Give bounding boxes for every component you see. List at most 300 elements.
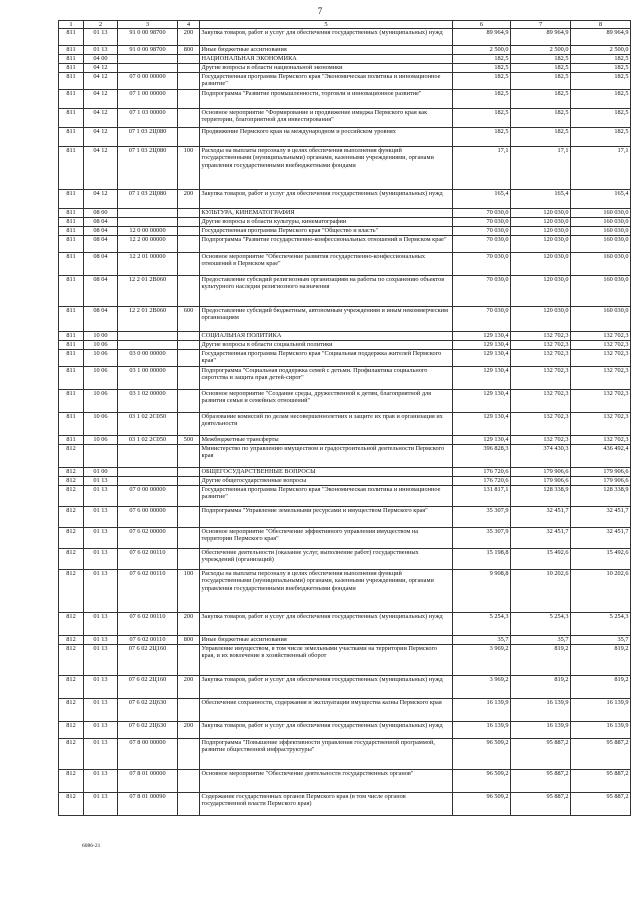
- admin-code-cell: 811: [59, 190, 84, 209]
- amount-2021-cell: 16 139,9: [453, 699, 511, 722]
- description-cell: Закупка товаров, работ и услуг для обеспечения государственных (муниципальных) нужд: [200, 722, 453, 739]
- amount-2021-cell: 2 500,0: [453, 46, 511, 55]
- amount-2021-cell: 70 030,0: [453, 253, 511, 276]
- section-cell: 01 13: [84, 793, 118, 816]
- amount-2021-cell: 70 030,0: [453, 227, 511, 236]
- amount-2022-cell: 132 702,3: [511, 436, 571, 445]
- description-cell: Подпрограмма "Управление земельными ресурсами и имуществом Пермского края": [200, 507, 453, 528]
- header-cell: 1: [59, 21, 84, 29]
- description-cell: Государственная программа Пермского края "Экономическая политика и инновационное развитие": [200, 73, 453, 90]
- amount-2022-cell: 95 887,2: [511, 739, 571, 770]
- amount-2022-cell: 132 702,3: [511, 413, 571, 436]
- description-cell: Министерство по управлению имуществом и градостроительной деятельности Пермского края: [200, 445, 453, 468]
- section-cell: 08 04: [84, 253, 118, 276]
- amount-2021-cell: 182,5: [453, 90, 511, 109]
- section-cell: 04 12: [84, 190, 118, 209]
- admin-code-cell: 812: [59, 739, 84, 770]
- expense-type-cell: [178, 486, 200, 507]
- amount-2023-cell: 132 702,3: [571, 413, 631, 436]
- admin-code-cell: 811: [59, 46, 84, 55]
- table-row: [59, 350, 631, 367]
- target-article-cell: 03 1 02 2С050: [118, 436, 178, 445]
- target-article-cell: 12 2 01 2В060: [118, 276, 178, 307]
- admin-code-cell: 811: [59, 341, 84, 350]
- amount-2022-cell: 16 139,9: [511, 699, 571, 722]
- footer-code: 6086-21: [82, 843, 101, 849]
- target-article-cell: 07 8 01 00090: [118, 793, 178, 816]
- expense-type-cell: [178, 468, 200, 477]
- table-row: [59, 468, 631, 477]
- description-cell: Закупка товаров, работ и услуг для обеспечения государственных (муниципальных) нужд: [200, 190, 453, 209]
- expense-type-cell: [178, 73, 200, 90]
- amount-2023-cell: 160 030,0: [571, 218, 631, 227]
- section-cell: 10 06: [84, 350, 118, 367]
- expense-type-cell: 200: [178, 722, 200, 739]
- section-cell: 08 04: [84, 218, 118, 227]
- table-row: [59, 722, 631, 739]
- amount-2022-cell: 165,4: [511, 190, 571, 209]
- amount-2023-cell: 16 139,9: [571, 699, 631, 722]
- amount-2022-cell: 16 139,9: [511, 722, 571, 739]
- table-row: [59, 227, 631, 236]
- amount-2023-cell: 95 887,2: [571, 739, 631, 770]
- description-cell: Государственная программа Пермского края "Общество и власть": [200, 227, 453, 236]
- expense-type-cell: 100: [178, 147, 200, 190]
- target-article-cell: 07 6 02 2Ц630: [118, 722, 178, 739]
- expense-type-cell: [178, 413, 200, 436]
- amount-2022-cell: 120 030,0: [511, 276, 571, 307]
- amount-2022-cell: 35,7: [511, 636, 571, 645]
- expense-type-cell: [178, 699, 200, 722]
- section-cell: 01 13: [84, 676, 118, 699]
- amount-2022-cell: 15 492,6: [511, 549, 571, 570]
- description-cell: Расходы на выплаты персоналу в целях обеспечения выполнения функций государственными (муниципальными) органами, казенными учреждениями, органами управления государственными внебюджетными фондами: [200, 147, 453, 190]
- amount-2023-cell: 132 702,3: [571, 350, 631, 367]
- target-article-cell: 07 8 00 00000: [118, 739, 178, 770]
- table-body: [59, 21, 631, 816]
- target-article-cell: 03 1 02 00000: [118, 390, 178, 413]
- section-cell: 04 12: [84, 73, 118, 90]
- expense-type-cell: [178, 341, 200, 350]
- amount-2021-cell: 176 720,6: [453, 477, 511, 486]
- section-cell: 01 13: [84, 699, 118, 722]
- amount-2022-cell: 128 338,9: [511, 486, 571, 507]
- amount-2023-cell: 160 030,0: [571, 209, 631, 218]
- section-cell: 10 06: [84, 367, 118, 390]
- target-article-cell: [118, 218, 178, 227]
- table-row: [59, 676, 631, 699]
- section-cell: 10 06: [84, 390, 118, 413]
- amount-2021-cell: 96 509,2: [453, 770, 511, 793]
- section-cell: 01 13: [84, 549, 118, 570]
- amount-2021-cell: 129 130,4: [453, 332, 511, 341]
- section-cell: 01 00: [84, 468, 118, 477]
- description-cell: Основное мероприятие "Обеспечение деятельности государственных органов": [200, 770, 453, 793]
- table-row: [59, 109, 631, 128]
- expense-type-cell: [178, 645, 200, 676]
- amount-2021-cell: 17,1: [453, 147, 511, 190]
- amount-2022-cell: 132 702,3: [511, 350, 571, 367]
- target-article-cell: 12 2 00 00000: [118, 236, 178, 253]
- amount-2022-cell: 32 451,7: [511, 528, 571, 549]
- section-cell: 04 12: [84, 147, 118, 190]
- section-cell: 01 13: [84, 477, 118, 486]
- amount-2022-cell: 132 702,3: [511, 332, 571, 341]
- table-row: [59, 190, 631, 209]
- amount-2023-cell: 17,1: [571, 147, 631, 190]
- description-cell: Предоставление субсидий бюджетным, автономным учреждениям и иным некоммерческим организациям: [200, 307, 453, 332]
- table-row: [59, 218, 631, 227]
- expense-type-cell: 200: [178, 29, 200, 46]
- expense-type-cell: [178, 549, 200, 570]
- amount-2021-cell: 182,5: [453, 64, 511, 73]
- section-cell: 01 13: [84, 739, 118, 770]
- amount-2021-cell: 35,7: [453, 636, 511, 645]
- description-cell: Закупка товаров, работ и услуг для обеспечения государственных (муниципальных) нужд: [200, 676, 453, 699]
- admin-code-cell: 812: [59, 507, 84, 528]
- expense-type-cell: [178, 528, 200, 549]
- amount-2023-cell: 10 202,6: [571, 570, 631, 613]
- table-row: [59, 390, 631, 413]
- amount-2023-cell: 160 030,0: [571, 253, 631, 276]
- header-cell: 8: [571, 21, 631, 29]
- target-article-cell: 07 8 01 00000: [118, 770, 178, 793]
- target-article-cell: 07 6 02 2Ц160: [118, 645, 178, 676]
- description-cell: Государственная программа Пермского края "Социальная поддержка жителей Пермского края": [200, 350, 453, 367]
- expense-type-cell: [178, 332, 200, 341]
- amount-2023-cell: 165,4: [571, 190, 631, 209]
- expense-type-cell: [178, 445, 200, 468]
- admin-code-cell: 811: [59, 55, 84, 64]
- section-cell: 10 00: [84, 332, 118, 341]
- table-row: [59, 90, 631, 109]
- table-row: [59, 236, 631, 253]
- table-row: [59, 147, 631, 190]
- amount-2022-cell: 179 906,6: [511, 468, 571, 477]
- target-article-cell: 12 2 01 2В060: [118, 307, 178, 332]
- section-cell: 08 00: [84, 209, 118, 218]
- expense-type-cell: [178, 350, 200, 367]
- description-cell: Основное мероприятие "Обеспечение эффективного управления имуществом на территории Пермского края": [200, 528, 453, 549]
- table-row: [59, 507, 631, 528]
- amount-2021-cell: 9 908,8: [453, 570, 511, 613]
- expense-type-cell: [178, 55, 200, 64]
- target-article-cell: 91 0 00 98700: [118, 29, 178, 46]
- amount-2021-cell: 129 130,4: [453, 413, 511, 436]
- table-row: [59, 436, 631, 445]
- admin-code-cell: 811: [59, 218, 84, 227]
- description-cell: Основное мероприятие "Обеспечение развития государственно-конфессиональных отношений в Пермском крае": [200, 253, 453, 276]
- amount-2022-cell: 182,5: [511, 55, 571, 64]
- admin-code-cell: 811: [59, 64, 84, 73]
- target-article-cell: 07 6 00 00000: [118, 507, 178, 528]
- section-cell: 01 13: [84, 645, 118, 676]
- amount-2021-cell: 96 509,2: [453, 739, 511, 770]
- amount-2021-cell: 129 130,4: [453, 341, 511, 350]
- description-cell: Другие общегосударственные вопросы: [200, 477, 453, 486]
- admin-code-cell: 812: [59, 613, 84, 636]
- admin-code-cell: 811: [59, 390, 84, 413]
- admin-code-cell: 812: [59, 486, 84, 507]
- amount-2023-cell: 132 702,3: [571, 332, 631, 341]
- admin-code-cell: 812: [59, 477, 84, 486]
- expense-type-cell: 800: [178, 46, 200, 55]
- amount-2021-cell: 396 828,3: [453, 445, 511, 468]
- description-cell: Другие вопросы в области национальной экономики: [200, 64, 453, 73]
- target-article-cell: 07 6 02 00110: [118, 636, 178, 645]
- description-cell: Подпрограмма "Повышение эффективности управления государственной программой, развитие общественной инфраструктуры": [200, 739, 453, 770]
- expense-type-cell: [178, 128, 200, 147]
- amount-2022-cell: 819,2: [511, 645, 571, 676]
- section-cell: 08 04: [84, 227, 118, 236]
- amount-2021-cell: 15 198,8: [453, 549, 511, 570]
- section-cell: 08 04: [84, 307, 118, 332]
- amount-2022-cell: 2 500,0: [511, 46, 571, 55]
- amount-2023-cell: 128 338,9: [571, 486, 631, 507]
- amount-2022-cell: 182,5: [511, 90, 571, 109]
- admin-code-cell: 811: [59, 209, 84, 218]
- amount-2023-cell: 160 030,0: [571, 227, 631, 236]
- amount-2022-cell: 5 254,3: [511, 613, 571, 636]
- description-cell: Другие вопросы в области социальной политики: [200, 341, 453, 350]
- description-cell: Предоставление субсидий религиозным организациям на работы по сохранению объектов культурного наследия религиозного назначения: [200, 276, 453, 307]
- table-row: [59, 128, 631, 147]
- description-cell: Закупка товаров, работ и услуг для обеспечения государственных (муниципальных) нужд: [200, 29, 453, 46]
- target-article-cell: 07 6 02 00110: [118, 613, 178, 636]
- table-row: [59, 613, 631, 636]
- amount-2023-cell: 132 702,3: [571, 367, 631, 390]
- target-article-cell: 07 1 03 00000: [118, 109, 178, 128]
- admin-code-cell: 812: [59, 468, 84, 477]
- target-article-cell: 07 6 02 00000: [118, 528, 178, 549]
- expense-type-cell: 800: [178, 636, 200, 645]
- table-header-row: [59, 21, 631, 29]
- table-row: [59, 636, 631, 645]
- amount-2023-cell: 819,2: [571, 645, 631, 676]
- amount-2021-cell: 70 030,0: [453, 276, 511, 307]
- admin-code-cell: 811: [59, 109, 84, 128]
- amount-2023-cell: 182,5: [571, 73, 631, 90]
- table-row: [59, 477, 631, 486]
- admin-code-cell: 811: [59, 236, 84, 253]
- amount-2021-cell: 176 720,6: [453, 468, 511, 477]
- target-article-cell: 07 0 00 00000: [118, 73, 178, 90]
- section-cell: 04 12: [84, 109, 118, 128]
- table-row: [59, 253, 631, 276]
- amount-2023-cell: 132 702,3: [571, 390, 631, 413]
- amount-2021-cell: 129 130,4: [453, 390, 511, 413]
- table-row: [59, 55, 631, 64]
- admin-code-cell: 811: [59, 276, 84, 307]
- target-article-cell: [118, 64, 178, 73]
- admin-code-cell: 811: [59, 436, 84, 445]
- amount-2021-cell: 35 307,9: [453, 528, 511, 549]
- table-row: [59, 332, 631, 341]
- admin-code-cell: 812: [59, 722, 84, 739]
- expense-type-cell: [178, 90, 200, 109]
- amount-2023-cell: 95 887,2: [571, 793, 631, 816]
- admin-code-cell: 812: [59, 549, 84, 570]
- page-number: 7: [317, 6, 323, 16]
- expense-type-cell: [178, 276, 200, 307]
- amount-2022-cell: 132 702,3: [511, 367, 571, 390]
- table-row: [59, 46, 631, 55]
- description-cell: Иные бюджетные ассигнования: [200, 46, 453, 55]
- description-cell: СОЦИАЛЬНАЯ ПОЛИТИКА: [200, 332, 453, 341]
- amount-2021-cell: 5 254,3: [453, 613, 511, 636]
- target-article-cell: 07 6 02 2Ц630: [118, 699, 178, 722]
- expense-type-cell: 200: [178, 676, 200, 699]
- amount-2021-cell: 89 964,9: [453, 29, 511, 46]
- table-row: [59, 307, 631, 332]
- table-row: [59, 699, 631, 722]
- table-row: [59, 73, 631, 90]
- target-article-cell: 07 6 02 2Ц160: [118, 676, 178, 699]
- amount-2022-cell: 32 451,7: [511, 507, 571, 528]
- expense-type-cell: [178, 793, 200, 816]
- expense-type-cell: 600: [178, 307, 200, 332]
- table-row: [59, 413, 631, 436]
- table-row: [59, 793, 631, 816]
- description-cell: Подпрограмма "Развитие государственно-конфессиональных отношений в Пермском крае": [200, 236, 453, 253]
- table-row: [59, 528, 631, 549]
- target-article-cell: 07 1 00 00000: [118, 90, 178, 109]
- amount-2022-cell: 89 964,9: [511, 29, 571, 46]
- expense-type-cell: [178, 507, 200, 528]
- amount-2022-cell: 120 030,0: [511, 307, 571, 332]
- description-cell: Обеспечение деятельности (оказание услуг, выполнение работ) государственных учреждений (организаций): [200, 549, 453, 570]
- section-cell: 08 04: [84, 276, 118, 307]
- table-row: [59, 276, 631, 307]
- expense-type-cell: [178, 64, 200, 73]
- description-cell: Обеспечение сохранности, содержания и эксплуатации имущества казны Пермского края: [200, 699, 453, 722]
- table-row: [59, 486, 631, 507]
- budget-table: [58, 20, 631, 816]
- amount-2023-cell: 179 906,6: [571, 477, 631, 486]
- target-article-cell: 12 0 00 00000: [118, 227, 178, 236]
- header-cell: 2: [84, 21, 118, 29]
- admin-code-cell: 812: [59, 770, 84, 793]
- amount-2022-cell: 182,5: [511, 128, 571, 147]
- section-cell: 01 13: [84, 770, 118, 793]
- description-cell: Содержание государственных органов Пермского края (в том числе органов государственной власти Пермского края): [200, 793, 453, 816]
- admin-code-cell: 811: [59, 128, 84, 147]
- admin-code-cell: 811: [59, 90, 84, 109]
- section-cell: 10 06: [84, 341, 118, 350]
- target-article-cell: 07 1 03 2Ц080: [118, 147, 178, 190]
- amount-2022-cell: 374 430,3: [511, 445, 571, 468]
- description-cell: Расходы на выплаты персоналу в целях обеспечения выполнения функций государственными (муниципальными) органами, казенными учреждениями, органами управления государственными внебюджетными фондами: [200, 570, 453, 613]
- section-cell: 01 13: [84, 636, 118, 645]
- amount-2021-cell: 3 969,2: [453, 645, 511, 676]
- table-row: [59, 209, 631, 218]
- description-cell: Основное мероприятие "Создание среды, дружественной к детям, благоприятной для развития семьи и семейных отношений": [200, 390, 453, 413]
- amount-2022-cell: 120 030,0: [511, 218, 571, 227]
- section-cell: 01 13: [84, 507, 118, 528]
- amount-2023-cell: 160 030,0: [571, 276, 631, 307]
- table-row: [59, 770, 631, 793]
- section-cell: 01 13: [84, 570, 118, 613]
- expense-type-cell: [178, 109, 200, 128]
- amount-2021-cell: 165,4: [453, 190, 511, 209]
- amount-2021-cell: 96 509,2: [453, 793, 511, 816]
- section-cell: 04 12: [84, 128, 118, 147]
- amount-2022-cell: 10 202,6: [511, 570, 571, 613]
- table-row: [59, 29, 631, 46]
- header-cell: 7: [511, 21, 571, 29]
- amount-2023-cell: 182,5: [571, 128, 631, 147]
- expense-type-cell: [178, 253, 200, 276]
- amount-2023-cell: 160 030,0: [571, 236, 631, 253]
- target-article-cell: 03 1 02 2С050: [118, 413, 178, 436]
- description-cell: ОБЩЕГОСУДАРСТВЕННЫЕ ВОПРОСЫ: [200, 468, 453, 477]
- target-article-cell: 91 0 00 98700: [118, 46, 178, 55]
- target-article-cell: 07 6 02 00110: [118, 570, 178, 613]
- admin-code-cell: 812: [59, 636, 84, 645]
- amount-2021-cell: 70 030,0: [453, 307, 511, 332]
- header-cell: 4: [178, 21, 200, 29]
- admin-code-cell: 812: [59, 528, 84, 549]
- amount-2023-cell: 89 964,9: [571, 29, 631, 46]
- admin-code-cell: 812: [59, 645, 84, 676]
- table-row: [59, 367, 631, 390]
- amount-2023-cell: 179 906,6: [571, 468, 631, 477]
- description-cell: Основное мероприятие "Формирование и продвижение имиджа Пермского края как территории, благоприятной для инвестирования": [200, 109, 453, 128]
- section-cell: 10 06: [84, 413, 118, 436]
- amount-2023-cell: 132 702,3: [571, 436, 631, 445]
- amount-2023-cell: 436 492,4: [571, 445, 631, 468]
- amount-2021-cell: 16 139,9: [453, 722, 511, 739]
- target-article-cell: [118, 477, 178, 486]
- amount-2023-cell: 32 451,7: [571, 507, 631, 528]
- target-article-cell: 07 1 03 2Ц080: [118, 128, 178, 147]
- amount-2023-cell: 182,5: [571, 55, 631, 64]
- admin-code-cell: 811: [59, 147, 84, 190]
- description-cell: Управление имуществом, в том числе земельными участками на территории Пермского края, и их вовлечение в хозяйственный оборот: [200, 645, 453, 676]
- amount-2021-cell: 70 030,0: [453, 218, 511, 227]
- table-row: [59, 341, 631, 350]
- admin-code-cell: 811: [59, 367, 84, 390]
- section-cell: 01 13: [84, 46, 118, 55]
- admin-code-cell: 811: [59, 73, 84, 90]
- description-cell: Иные бюджетные ассигнования: [200, 636, 453, 645]
- expense-type-cell: [178, 770, 200, 793]
- amount-2023-cell: 16 139,9: [571, 722, 631, 739]
- admin-code-cell: 812: [59, 445, 84, 468]
- amount-2021-cell: 182,5: [453, 109, 511, 128]
- section-cell: 01 13: [84, 29, 118, 46]
- expense-type-cell: [178, 739, 200, 770]
- amount-2023-cell: 35,7: [571, 636, 631, 645]
- amount-2022-cell: 95 887,2: [511, 793, 571, 816]
- expense-type-cell: 200: [178, 190, 200, 209]
- table-row: [59, 445, 631, 468]
- amount-2021-cell: 70 030,0: [453, 236, 511, 253]
- header-cell: 5: [200, 21, 453, 29]
- amount-2023-cell: 819,2: [571, 676, 631, 699]
- section-cell: 01 13: [84, 486, 118, 507]
- admin-code-cell: 812: [59, 699, 84, 722]
- amount-2023-cell: 160 030,0: [571, 307, 631, 332]
- admin-code-cell: 811: [59, 253, 84, 276]
- amount-2021-cell: 35 307,9: [453, 507, 511, 528]
- target-article-cell: [118, 209, 178, 218]
- amount-2021-cell: 3 969,2: [453, 676, 511, 699]
- amount-2023-cell: 132 702,3: [571, 341, 631, 350]
- section-cell: 04 12: [84, 64, 118, 73]
- admin-code-cell: 811: [59, 350, 84, 367]
- target-article-cell: [118, 468, 178, 477]
